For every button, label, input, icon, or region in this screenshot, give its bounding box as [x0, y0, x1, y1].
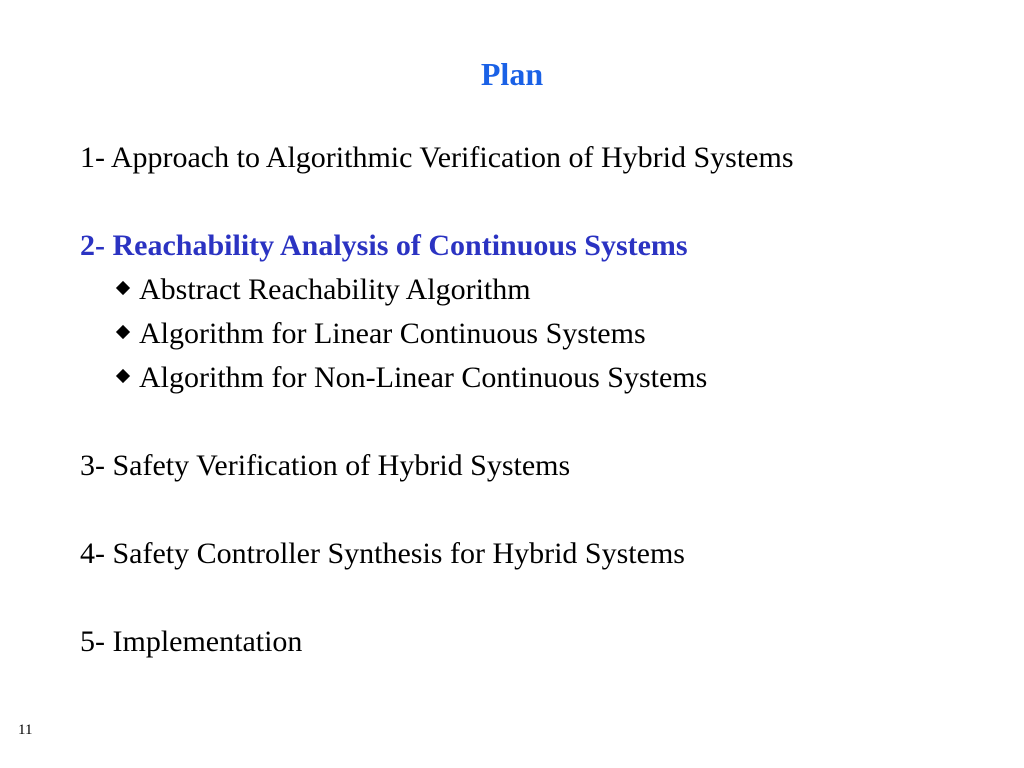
outline-item-4: 4- Safety Controller Synthesis for Hybrid Systems	[80, 537, 685, 570]
sub-item-label: Algorithm for Linear Continuous Systems	[139, 317, 646, 350]
outline-list	[80, 136, 1000, 664]
spacer	[80, 576, 1000, 620]
page-number: 11	[18, 722, 33, 738]
slide-title: Plan	[480, 56, 544, 92]
sub-item	[80, 268, 1000, 312]
diamond-bullet-icon	[116, 281, 130, 295]
sub-item	[80, 312, 1000, 356]
sub-item-label: Algorithm for Non-Linear Continuous Systems	[139, 361, 708, 394]
spacer	[80, 180, 1000, 224]
diamond-bullet-icon	[116, 325, 130, 339]
spacer	[80, 400, 1000, 444]
sub-item-label: Abstract Reachability Algorithm	[139, 273, 531, 306]
outline-item-2-current: 2- Reachability Analysis of Continuous Systems	[80, 229, 688, 262]
outline-item-3: 3- Safety Verification of Hybrid Systems	[80, 449, 571, 482]
outline-item-1: 1- Approach to Algorithmic Verification of Hybrid Systems	[80, 141, 794, 174]
diamond-bullet-icon	[116, 369, 130, 383]
outline-item-2-sublist	[80, 268, 1000, 400]
spacer	[80, 488, 1000, 532]
sub-item	[80, 356, 1000, 400]
outline-item-5: 5- Implementation	[80, 625, 303, 658]
